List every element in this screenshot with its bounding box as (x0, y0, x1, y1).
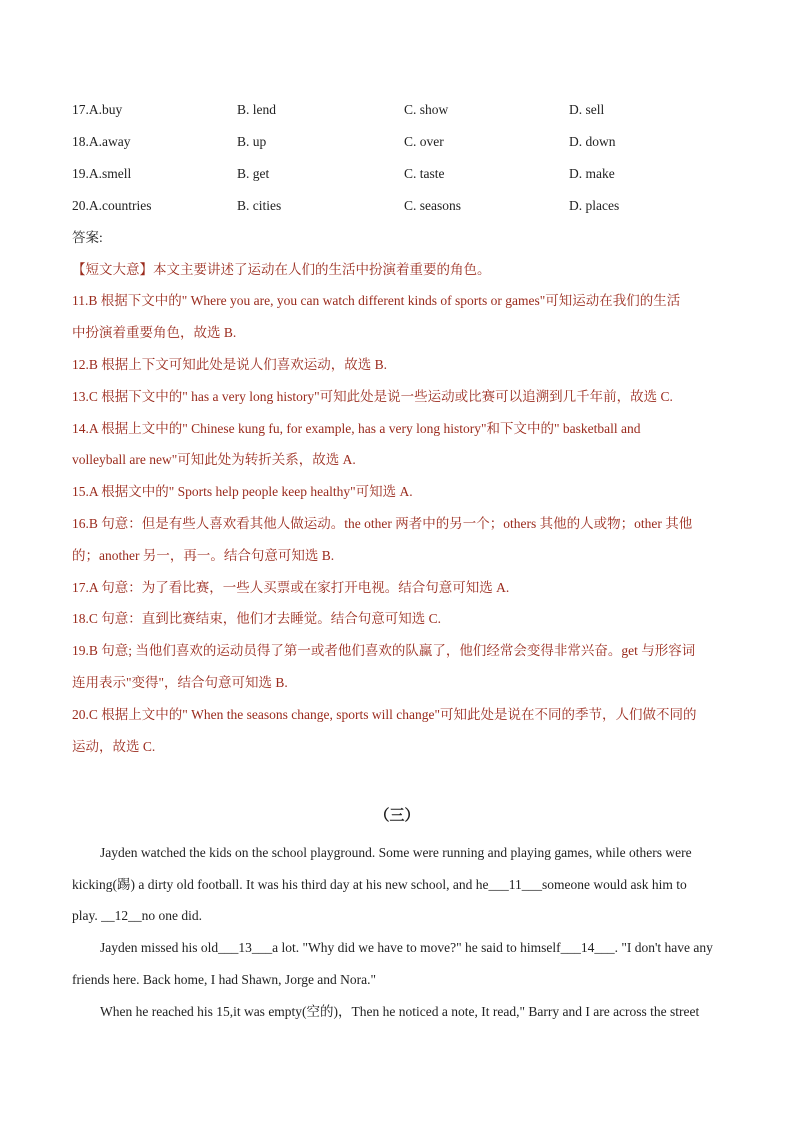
passage-line: kicking(踢) a dirty old football. It was his third day at his new school, and he___11___someone would ask him to (72, 877, 687, 892)
option-row-17 (72, 100, 732, 120)
explanation-line: 14.A 根据上文中的" Chinese kung fu, for example, has a very long history"和下文中的" basketball and (72, 421, 641, 436)
option-b: B. lend (237, 102, 276, 117)
option-c: C. taste (404, 166, 445, 181)
explanation-line: 16.B 句意：但是有些人喜欢看其他人做运动。the other 两者中的另一个；others 其他的人或物；other 其他 (72, 516, 693, 531)
option-d: D. make (569, 166, 615, 181)
option-a: 20.A.countries (72, 198, 152, 213)
explanation-line: 连用表示"变得"，结合句意可知选 B. (72, 675, 288, 690)
option-c: C. seasons (404, 198, 461, 213)
option-c: C. over (404, 134, 444, 149)
explanation-line: 13.C 根据下文中的" has a very long history"可知此处是说一些运动或比赛可以追溯到几千年前，故选 C. (72, 389, 673, 404)
option-b: B. up (237, 134, 267, 149)
option-a: 19.A.smell (72, 166, 132, 181)
summary-text: 【短文大意】本文主要讲述了运动在人们的生活中扮演着重要的角色。 (72, 262, 491, 277)
explanation-line: 20.C 根据上文中的" When the seasons change, sports will change"可知此处是说在不同的季节，人们做不同的 (72, 707, 697, 722)
option-d: D. places (569, 198, 620, 213)
passage-line: Jayden watched the kids on the school playground. Some were running and playing games, while others were (100, 845, 692, 860)
option-b: B. get (237, 166, 270, 181)
passage-line: play. __12__no one did. (72, 908, 202, 923)
option-a: 17.A.buy (72, 102, 123, 117)
option-c: C. show (404, 102, 449, 117)
explanation-line: volleyball are new"可知此处为转折关系，故选 A. (72, 452, 356, 467)
passage-line: Jayden missed his old___13___a lot. "Why did we have to move?" he said to himself___14___. "I don't have any (100, 940, 713, 955)
section-title: （三） (374, 806, 420, 824)
explanation-line: 12.B 根据上下文可知此处是说人们喜欢运动，故选 B. (72, 357, 388, 372)
explanation-line: 11.B 根据下文中的" Where you are, you can watch different kinds of sports or games"可知运动在我们的生活 (72, 293, 681, 308)
option-d: D. down (569, 134, 616, 149)
explanation-line: 的；another 另一，再一。结合句意可知选 B. (72, 548, 335, 563)
explanation-line: 运动，故选 C. (72, 739, 156, 754)
explanation-line: 19.B 句意; 当他们喜欢的运动员得了第一或者他们喜欢的队赢了，他们经常会变得非常兴奋。get 与形容词 (72, 643, 696, 658)
option-d: D. sell (569, 102, 605, 117)
option-row-20 (72, 196, 732, 216)
explanation-line: 中扮演着重要角色，故选 B. (72, 325, 237, 340)
answer-label: 答案: (72, 230, 103, 245)
explanation-line: 15.A 根据文中的" Sports help people keep healthy"可知选 A. (72, 484, 413, 499)
passage-line: friends here. Back home, I had Shawn, Jorge and Nora." (72, 972, 377, 987)
explanation-line: 18.C 句意：直到比赛结束，他们才去睡觉。结合句意可知选 C. (72, 611, 442, 626)
option-row-18 (72, 132, 732, 152)
option-b: B. cities (237, 198, 282, 213)
option-a: 18.A.away (72, 134, 131, 149)
passage-line: When he reached his 15,it was empty(空的)，Then he noticed a note, It read," Barry and I are across the street (100, 1004, 700, 1019)
option-row-19 (72, 164, 732, 184)
explanation-line: 17.A 句意：为了看比赛，一些人买票或在家打开电视。结合句意可知选 A. (72, 580, 510, 595)
